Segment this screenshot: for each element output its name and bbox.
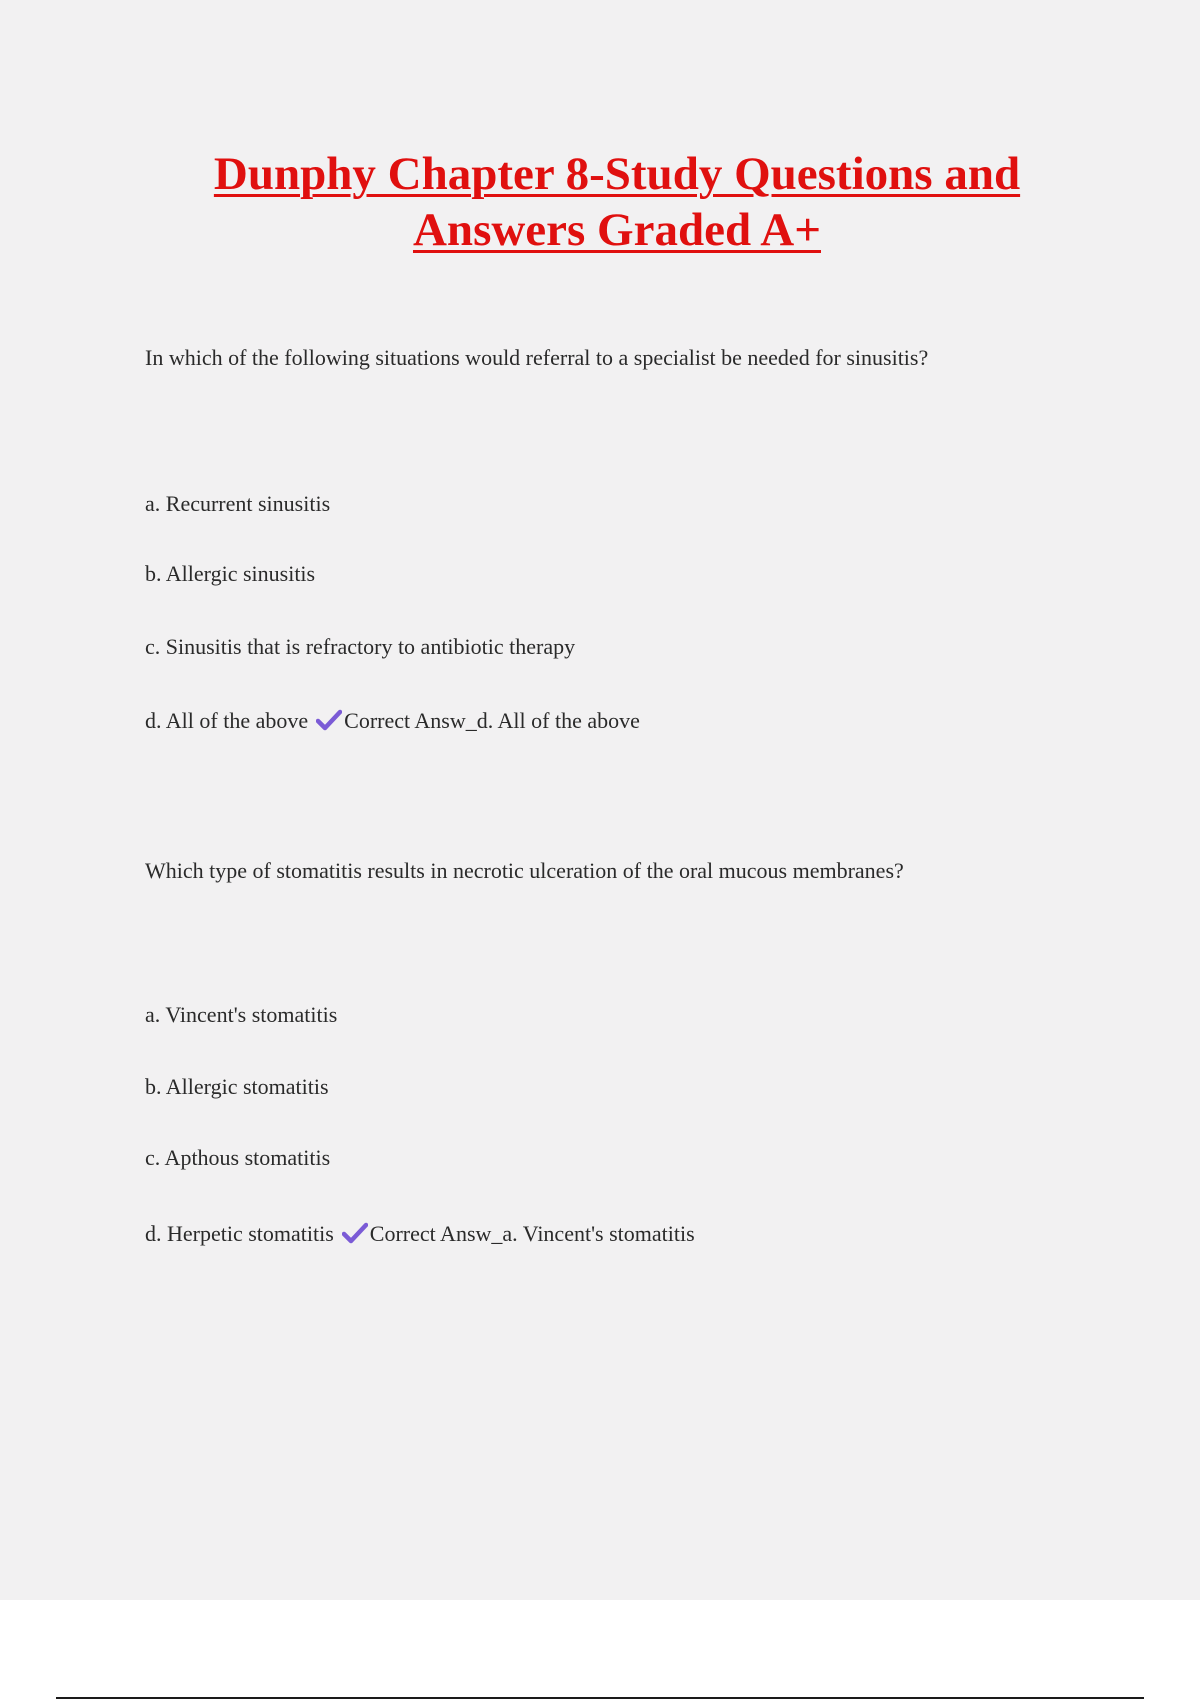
title-line-2: Answers Graded A+ — [412, 204, 821, 256]
question-1-option-a: a. Recurrent sinusitis — [145, 491, 331, 516]
question-2-answer: Correct Answ_a. Vincent's stomatitis — [369, 1221, 695, 1246]
question-1-answer: Correct Answ_d. All of the above — [344, 708, 640, 733]
question-1-option-d: d. All of the above — [145, 708, 309, 733]
question-2-option-b: b. Allergic stomatitis — [145, 1074, 329, 1099]
checkmark-icon — [342, 1222, 368, 1244]
footer-divider — [56, 1697, 1144, 1699]
question-1-option-c: c. Sinusitis that is refractory to antibiotic therapy — [145, 634, 576, 659]
document-title — [0, 146, 1200, 258]
question-2-option-a: a. Vincent's stomatitis — [145, 1002, 338, 1027]
question-2-option-d-row — [145, 1220, 695, 1248]
checkmark-icon — [316, 709, 342, 731]
question-1-option-b: b. Allergic sinusitis — [145, 561, 316, 586]
question-2-text: Which type of stomatitis results in necrotic ulceration of the oral mucous membranes? — [145, 858, 904, 883]
question-1-option-d-row — [145, 707, 640, 735]
question-2-option-c: c. Apthous stomatitis — [145, 1145, 331, 1170]
question-1-text: In which of the following situations would referral to a specialist be needed for sinusitis? — [145, 345, 929, 370]
question-2-option-d: d. Herpetic stomatitis — [145, 1221, 334, 1246]
title-line-1: Dunphy Chapter 8-Study Questions and — [213, 148, 1021, 200]
